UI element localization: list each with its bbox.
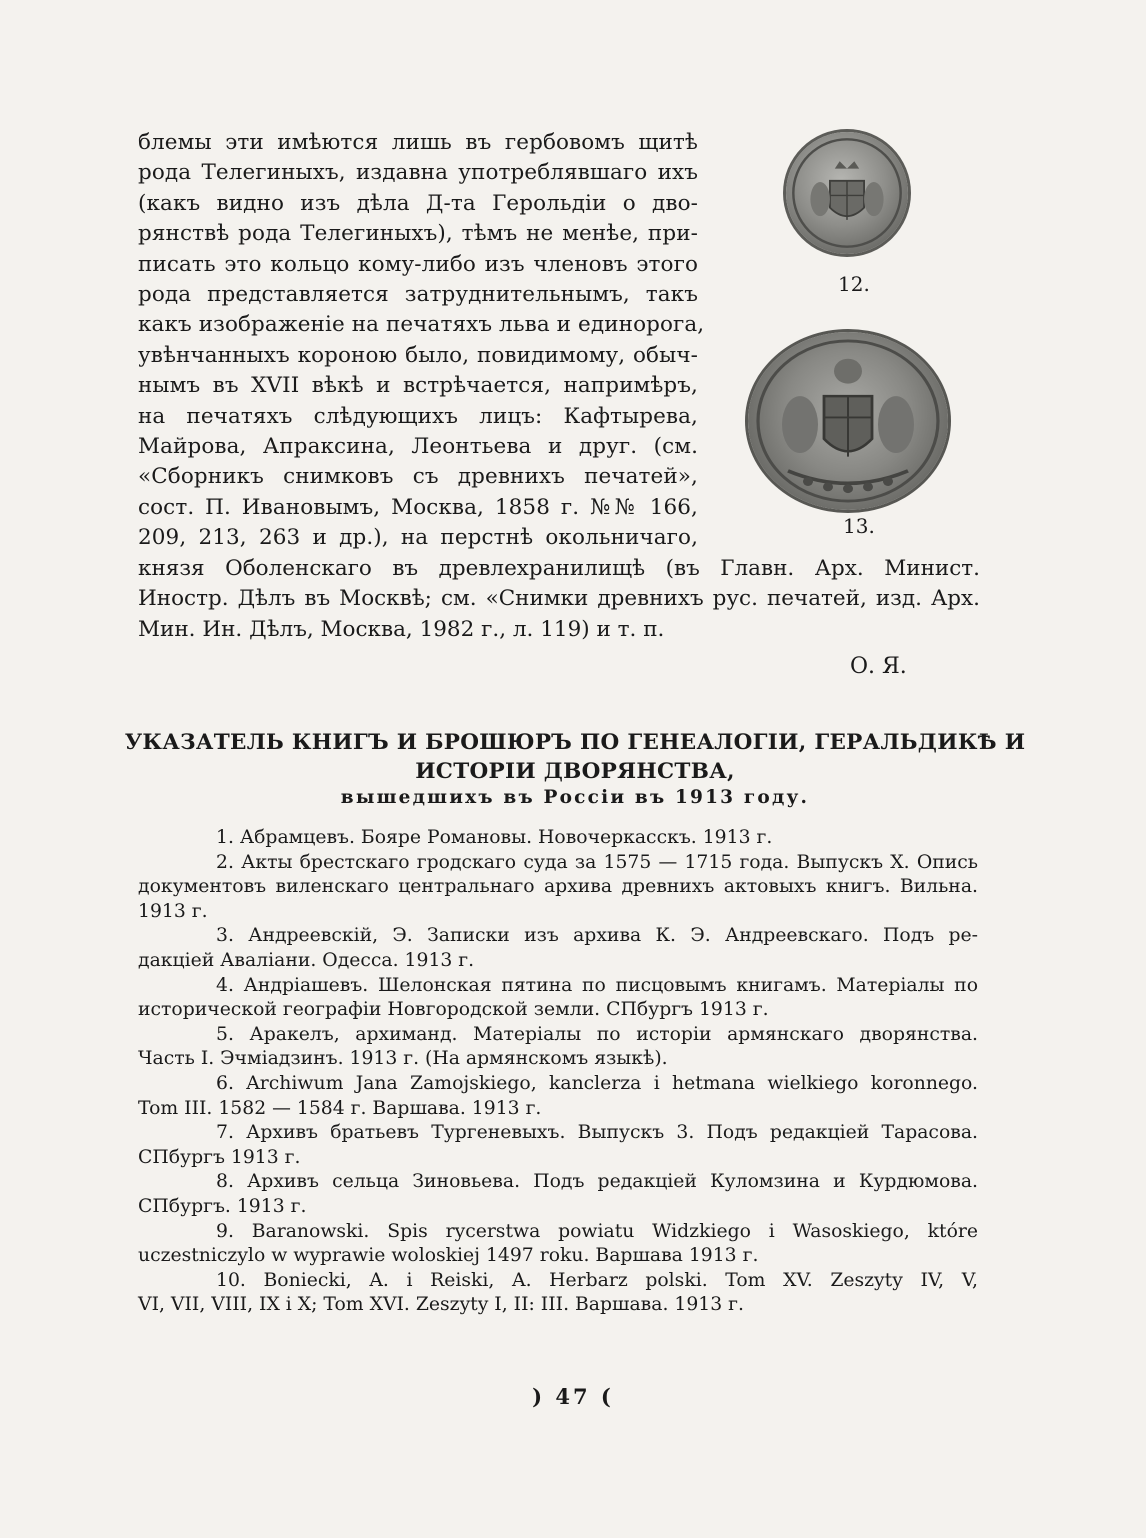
section-title bbox=[100, 728, 1050, 786]
list-item bbox=[138, 1269, 978, 1318]
entry-line: исторической географiи Новгородской земли. СПбургъ 1913 г. bbox=[138, 999, 769, 1021]
author-signature: О. Я. bbox=[850, 654, 907, 679]
entry-line: Tom III. 1582 — 1584 г. Варшава. 1913 г. bbox=[138, 1097, 542, 1119]
text-line: на печатяхъ слѣдующихъ лицъ: Кафтырева, bbox=[138, 403, 698, 429]
entry-line: 4. Андрiашевъ. Шелонская пятина по писцовымъ книгамъ. Матерiалы по bbox=[216, 974, 978, 996]
bibliography-list bbox=[138, 826, 978, 1318]
list-item bbox=[138, 1121, 978, 1170]
article-text-narrow bbox=[138, 128, 705, 554]
entry-line: документовъ виленскаго центральнаго архива древнихъ актовыхъ книгъ. Вильна. bbox=[138, 876, 978, 898]
entry-line: 3. Андреевскiй, Э. Записки изъ архива К. Э. Андреевскаго. Подъ ре- bbox=[216, 925, 978, 947]
list-item bbox=[138, 826, 978, 851]
text-line: блемы эти имѣются лишь въ гербовомъ щитѣ bbox=[138, 130, 698, 155]
entry-line: 1913 г. bbox=[138, 900, 208, 922]
seal-image-12 bbox=[786, 132, 908, 254]
figure-label-12: 12. bbox=[838, 272, 870, 296]
text-line: сост. П. Ивановымъ, Москва, 1858 г. №№ 166, bbox=[138, 494, 698, 520]
page-number: ) 47 ( bbox=[532, 1384, 614, 1409]
text-line: Иностр. Дѣлъ въ Москвѣ; см. «Снимки древнихъ рус. печатей, изд. Арх. bbox=[138, 586, 980, 612]
entry-line: 2. Акты брестскаго гродскаго суда за 1575 — 1715 года. Выпускъ X. Опись bbox=[216, 851, 978, 873]
text-line: увѣнчанныхъ короною было, повидимому, обыч- bbox=[138, 342, 698, 368]
entry-line: Часть I. Эчмiадзинъ. 1913 г. (На армянскомъ языкѣ). bbox=[138, 1048, 668, 1070]
text-line: рянствѣ рода Телегиныхъ), тѣмъ не менѣе, при- bbox=[138, 221, 698, 247]
entry-line: 6. Archiwum Jana Zamojskiego, kanclerza i hetmana wielkiego koronnego. bbox=[216, 1072, 978, 1094]
text-line: рода представляется затруднительнымъ, такъ bbox=[138, 282, 698, 308]
entry-line: VI, VII, VIII, IX i X; Tom XVI. Zeszyty I, II: III. Варшава. 1913 г. bbox=[138, 1294, 744, 1316]
list-item bbox=[138, 1072, 978, 1121]
entry-line: uczestniczylo w wyprawie woloskiej 1497 roku. Варшава 1913 г. bbox=[138, 1245, 759, 1267]
article-text-full bbox=[138, 554, 980, 645]
coat-of-arms-icon bbox=[748, 332, 948, 510]
list-item bbox=[138, 1023, 978, 1072]
text-line: писать это кольцо кому-либо изъ членовъ этого bbox=[138, 251, 698, 277]
text-line: 209, 213, 263 и др.), на перстнѣ окольничаго, bbox=[138, 525, 698, 551]
entry-line: 1. Абрамцевъ. Бояре Романовы. Новочеркасскъ. 1913 г. bbox=[216, 827, 773, 848]
list-item bbox=[138, 1220, 978, 1269]
entry-line: СПбургъ. 1913 г. bbox=[138, 1195, 307, 1217]
section-title-line: ИСТОРIИ ДВОРЯНСТВА, bbox=[415, 759, 735, 784]
text-line: «Сборникъ снимковъ съ древнихъ печатей», bbox=[138, 464, 698, 490]
list-item bbox=[138, 851, 978, 925]
entry-line: 9. Baranowski. Spis rycerstwa powiatu Widzkiego i Wasoskiego, które bbox=[216, 1220, 978, 1242]
text-line: князя Оболенскаго въ древлехранилищѣ (въ Главн. Арх. Минист. bbox=[138, 555, 980, 581]
section-title-line: УКАЗАТЕЛЬ КНИГЪ И БРОШЮРЪ ПО ГЕНЕАЛОГIИ, ГЕРАЛЬДИКѢ И bbox=[124, 730, 1026, 755]
entry-line: 8. Архивъ сельца Зиновьева. Подъ редакцiей Куломзина и Курдюмова. bbox=[216, 1171, 978, 1193]
list-item bbox=[138, 924, 978, 973]
entry-line: 10. Boniecki, A. i Reiski, A. Herbarz polski. Tom XV. Zeszyty IV, V, bbox=[216, 1269, 978, 1291]
text-line: Майрова, Апраксина, Леонтьева и друг. (см. bbox=[138, 434, 698, 460]
entry-line: 7. Архивъ братьевъ Тургеневыхъ. Выпускъ 3. Подъ редакцiей Тарасова. bbox=[216, 1122, 978, 1144]
section-subtitle: вышедшихъ въ Россiи въ 1913 году. bbox=[340, 787, 810, 808]
seal-image-13 bbox=[748, 332, 948, 510]
text-line: Мин. Ин. Дѣлъ, Москва, 1982 г., л. 119) и т. п. bbox=[138, 616, 665, 642]
list-item bbox=[138, 974, 978, 1023]
entry-line: СПбургъ 1913 г. bbox=[138, 1146, 301, 1168]
figure-label-13: 13. bbox=[843, 514, 875, 538]
text-line: нымъ въ XVII вѣкѣ и встрѣчается, напримѣръ, bbox=[138, 373, 698, 399]
text-line: рода Телегиныхъ, издавна употреблявшаго ихъ bbox=[138, 160, 698, 186]
entry-line: дакцiей Аваліани. Одесса. 1913 г. bbox=[138, 949, 475, 971]
entry-line: 5. Аракелъ, архиманд. Матерiалы по исторiи армянскаго дворянства. bbox=[216, 1023, 978, 1045]
text-line: какъ изображенiе на печатяхъ льва и единорога, bbox=[138, 312, 705, 338]
list-item bbox=[138, 1170, 978, 1219]
coat-of-arms-icon bbox=[786, 132, 908, 254]
text-line: (какъ видно изъ дѣла Д-та Герольдiи о дво- bbox=[138, 190, 698, 216]
